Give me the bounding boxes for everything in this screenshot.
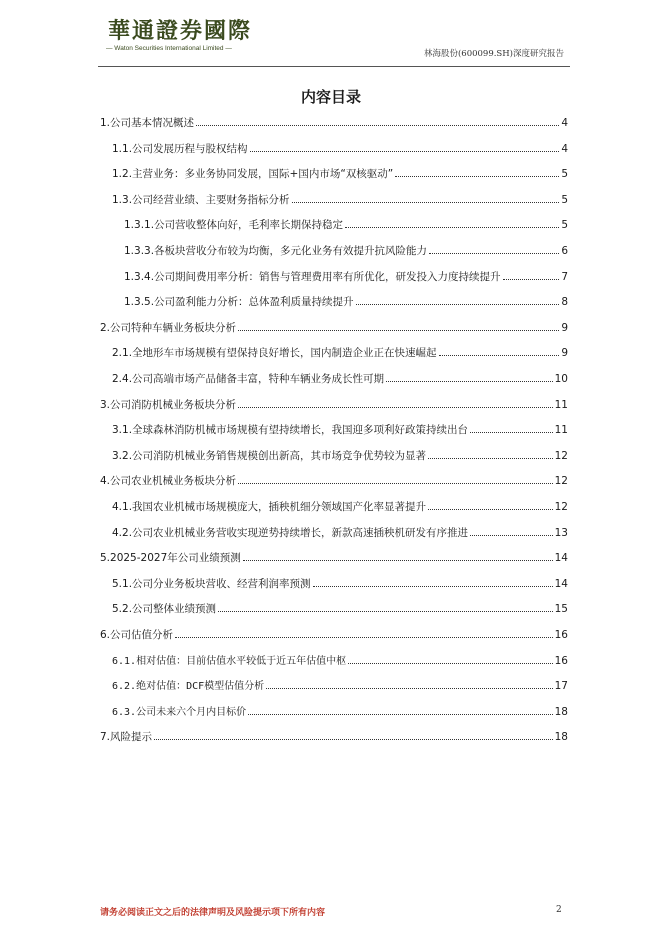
toc-entry-page: 5 bbox=[561, 168, 568, 181]
toc-entry-page: 10 bbox=[554, 373, 568, 385]
toc-entry[interactable] bbox=[100, 472, 568, 490]
toc-entry-page: 14 bbox=[554, 577, 568, 590]
toc-leader-dots bbox=[175, 637, 553, 638]
toc-entry-page: 4 bbox=[561, 142, 568, 155]
toc-entry-label: 5.1.公司分业务板块营收、经营利润率预测 bbox=[112, 577, 311, 590]
toc-entry-label: 2.1.全地形车市场规模有望保持良好增长，国内制造企业正在快速崛起 bbox=[112, 347, 437, 360]
toc-entry-page: 16 bbox=[554, 629, 568, 641]
toc-entry-page: 5 bbox=[561, 219, 568, 232]
toc-entry-label: 3.公司消防机械业务板块分析 bbox=[100, 398, 237, 411]
toc-leader-dots bbox=[243, 560, 553, 561]
toc-leader-dots bbox=[428, 458, 553, 459]
toc-entry[interactable] bbox=[124, 293, 568, 311]
toc-entry[interactable] bbox=[112, 344, 568, 362]
toc-leader-dots bbox=[395, 176, 559, 177]
toc-entry-label: 7.风险提示 bbox=[100, 731, 153, 744]
toc-entry-label: 1.3.1.公司营收整体向好，毛利率长期保持稳定 bbox=[124, 219, 344, 232]
toc-entry[interactable] bbox=[100, 549, 568, 567]
toc-entry[interactable] bbox=[112, 575, 568, 593]
toc-leader-dots bbox=[503, 279, 560, 280]
toc-entry-page: 17 bbox=[554, 680, 568, 693]
company-logo: 華通證券國際 bbox=[108, 18, 253, 44]
toc-entry-label: 3.1.全球森林消防机械市场规模有望持续增长，我国迎多项利好政策持续出台 bbox=[112, 424, 469, 437]
toc-entry-label: 5.2.公司整体业绩预测 bbox=[112, 603, 217, 616]
report-title-tag: 林海股份(600099.SH)深度研究报告 bbox=[423, 49, 564, 59]
toc-entry-page: 12 bbox=[554, 449, 568, 462]
toc-entry[interactable] bbox=[124, 216, 568, 234]
toc-leader-dots bbox=[248, 714, 553, 715]
toc-entry-label: 1.2.主营业务：多业务协同发展，国际+国内市场“双核驱动” bbox=[112, 168, 394, 181]
toc-entry-label: 6.2.绝对估值：DCF模型估值分析 bbox=[112, 681, 265, 693]
legal-disclaimer-note: 请务必阅读正文之后的法律声明及风险提示项下所有内容 bbox=[100, 908, 326, 918]
toc-entry-page: 13 bbox=[554, 526, 568, 539]
toc-leader-dots bbox=[292, 202, 560, 203]
toc-leader-dots bbox=[345, 227, 559, 228]
toc-entry[interactable] bbox=[112, 652, 568, 670]
page-header bbox=[0, 0, 662, 70]
toc-entry-page: 6 bbox=[561, 245, 568, 257]
toc-entry[interactable] bbox=[112, 524, 568, 542]
toc-leader-dots bbox=[386, 381, 553, 382]
toc-leader-dots bbox=[428, 509, 553, 510]
toc-entry-label: 6.公司估值分析 bbox=[100, 629, 174, 641]
toc-entry-label: 2.公司特种车辆业务板块分析 bbox=[100, 321, 237, 334]
company-logo-english: — Waton Securities International Limited — bbox=[106, 45, 232, 52]
toc-entry-label: 2.4.公司高端市场产品储备丰富，特种车辆业务成长性可期 bbox=[112, 373, 385, 385]
toc-entry-page: 14 bbox=[554, 552, 568, 565]
toc-entry-page: 16 bbox=[554, 654, 568, 667]
toc-entry[interactable] bbox=[124, 268, 568, 286]
toc-entry-page: 5 bbox=[561, 193, 568, 206]
toc-leader-dots bbox=[238, 407, 553, 408]
page-number: 2 bbox=[556, 905, 562, 915]
toc-entry-page: 12 bbox=[554, 501, 568, 513]
toc-entry-page: 15 bbox=[554, 603, 568, 616]
toc-entry-page: 7 bbox=[561, 270, 568, 283]
toc-entry[interactable] bbox=[112, 191, 568, 209]
toc-leader-dots bbox=[348, 663, 553, 664]
toc-entry-page: 9 bbox=[561, 347, 568, 360]
toc-entry-label: 4.1.我国农业机械市场规模庞大，插秧机细分领域国产化率显著提升 bbox=[112, 501, 427, 513]
toc-leader-dots bbox=[470, 535, 553, 536]
toc-leader-dots bbox=[218, 611, 553, 612]
toc-leader-dots bbox=[154, 739, 553, 740]
toc-entry-label: 5.2025-2027年公司业绩预测 bbox=[100, 552, 241, 565]
toc-entry[interactable] bbox=[100, 626, 568, 644]
toc-leader-dots bbox=[238, 483, 553, 484]
toc-entry-label: 1.3.4.公司期间费用率分析：销售与管理费用率有所优化，研发投入力度持续提升 bbox=[124, 270, 501, 283]
toc-entry-label: 1.公司基本情况概述 bbox=[100, 117, 195, 129]
toc-entry[interactable] bbox=[112, 421, 568, 439]
toc-entry[interactable] bbox=[100, 319, 568, 337]
toc-entry-page: 12 bbox=[554, 475, 568, 488]
toc-title: 内容目录 bbox=[300, 88, 361, 106]
toc-entry-page: 11 bbox=[554, 424, 568, 437]
toc-entry[interactable] bbox=[112, 165, 568, 183]
toc-leader-dots bbox=[470, 432, 553, 433]
toc-leader-dots bbox=[313, 586, 553, 587]
toc-leader-dots bbox=[250, 151, 560, 152]
toc-entry[interactable] bbox=[100, 396, 568, 414]
toc-entry[interactable] bbox=[112, 498, 568, 516]
toc-entry[interactable] bbox=[112, 677, 568, 695]
toc-leader-dots bbox=[429, 253, 559, 254]
toc-entry-page: 8 bbox=[561, 296, 568, 309]
toc-entry-label: 6.1.相对估值：目前估值水平较低于近五年估值中枢 bbox=[112, 655, 347, 667]
toc-entry-page: 9 bbox=[561, 321, 568, 334]
toc-entry-label: 4.公司农业机械业务板块分析 bbox=[100, 475, 237, 488]
toc-entry[interactable] bbox=[112, 370, 568, 388]
toc-entry-label: 6.3.公司未来六个月内目标价 bbox=[112, 706, 247, 718]
toc-entry-page: 18 bbox=[554, 731, 568, 744]
toc-leader-dots bbox=[196, 125, 559, 126]
toc-entry-page: 11 bbox=[554, 398, 568, 411]
toc-entry[interactable] bbox=[112, 140, 568, 158]
header-divider bbox=[98, 66, 570, 67]
toc-entry[interactable] bbox=[124, 242, 568, 260]
toc-leader-dots bbox=[439, 355, 560, 356]
toc-entry-label: 4.2.公司农业机械业务营收实现逆势持续增长，新款高速插秧机研发有序推进 bbox=[112, 526, 469, 539]
toc-entry-label: 1.3.3.各板块营收分布较为均衡，多元化业务有效提升抗风险能力 bbox=[124, 245, 428, 257]
toc-entry-label: 1.3.5.公司盈利能力分析：总体盈利质量持续提升 bbox=[124, 296, 354, 309]
toc-entry[interactable] bbox=[112, 600, 568, 618]
toc-entry-label: 1.3.公司经营业绩、主要财务指标分析 bbox=[112, 193, 290, 206]
toc-leader-dots bbox=[266, 688, 552, 689]
toc-entry[interactable] bbox=[100, 728, 568, 746]
toc-entry-page: 4 bbox=[561, 117, 568, 129]
toc-leader-dots bbox=[238, 330, 559, 331]
toc-entry-label: 1.1.公司发展历程与股权结构 bbox=[112, 142, 248, 155]
toc-entry[interactable] bbox=[100, 114, 568, 132]
toc-entry-label: 3.2.公司消防机械业务销售规模创出新高，其市场竞争优势较为显著 bbox=[112, 449, 427, 462]
toc-entry[interactable] bbox=[112, 447, 568, 465]
toc-entry[interactable] bbox=[112, 703, 568, 721]
toc-leader-dots bbox=[356, 304, 560, 305]
toc-entry-page: 18 bbox=[554, 705, 568, 718]
